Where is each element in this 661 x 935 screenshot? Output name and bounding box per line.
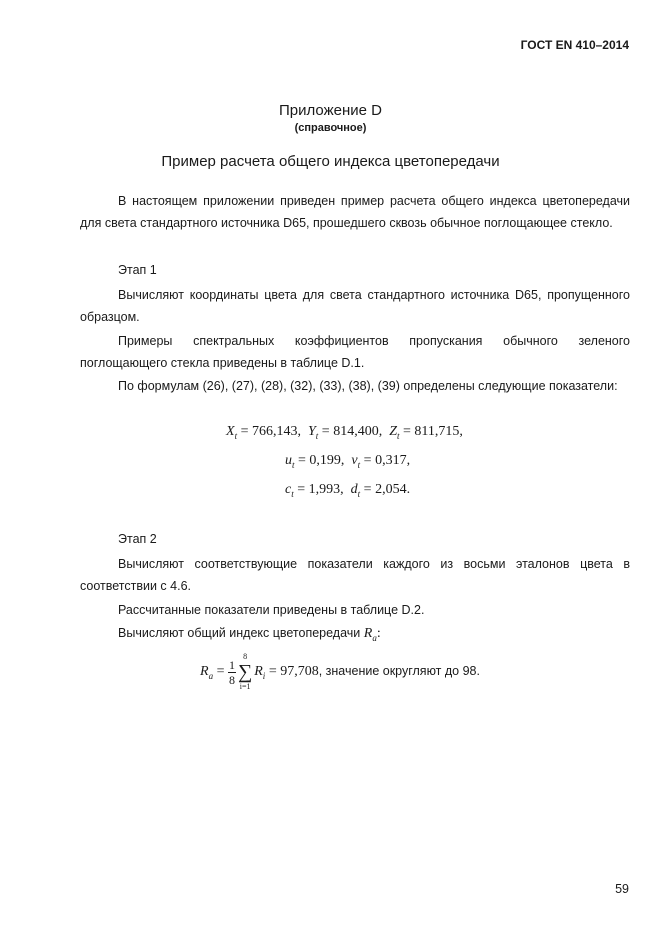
stage2-paragraph-3: Вычисляют общий индекс цветопередачи $R_a$: — [118, 626, 381, 643]
fraction — [228, 658, 236, 687]
formula-xyz: $X_t = 766,143$, $Y_t = 814,400$, $Z_t = 811,715$, — [226, 424, 463, 441]
fraction-denominator: 8 — [228, 672, 235, 687]
appendix-title: Приложение D — [279, 102, 382, 119]
value-ra: 97,708 — [280, 664, 319, 680]
document-header: ГОСТ EN 410–2014 — [520, 38, 629, 52]
value-u: 0,199 — [309, 453, 341, 468]
value-c: 1,993 — [308, 482, 341, 497]
stage2-paragraph-2: Рассчитанные показатели приведены в таблице D.2. — [118, 603, 425, 617]
stage1-paragraph-1: Вычисляют координаты цвета для света стандартного источника D65, пропущенного образцом. — [80, 288, 630, 324]
page-number: 59 — [615, 882, 629, 896]
stage1-paragraph-3: По формулам (26), (27), (28), (32), (33), (38), (39) определены следующие показатели: — [118, 379, 618, 393]
sigma-icon: ∑ — [237, 661, 253, 683]
sum-lower-limit: i=1 — [239, 682, 251, 691]
formula-ra: $R_a$ = $\frac{1}{8}$ 8 ∑ i=1 $R_i = 97,708$, значение округляют до 98. — [200, 652, 480, 691]
stage2-label: Этап 2 — [118, 532, 157, 546]
fraction-numerator: 1 — [228, 657, 235, 672]
summation — [238, 652, 252, 692]
value-v: 0,317 — [375, 453, 407, 468]
sum-upper-limit: 8 — [243, 652, 248, 661]
value-x: 766,143 — [251, 424, 298, 439]
appendix-kind: (справочное) — [294, 122, 367, 134]
stage2-paragraph-3-text: Вычисляют общий индекс цветопередачи — [118, 626, 361, 640]
stage1-paragraph-2: Примеры спектральных коэффициентов пропускания обычного зеленого поглощающего стекла приведены в таблице D.1. — [80, 334, 630, 370]
rounding-note: , значение округляют до 98. — [318, 664, 480, 679]
stage1-label: Этап 1 — [118, 263, 157, 277]
formula-cd: $c_t = 1,993$, $d_t = 2,054$. — [285, 482, 411, 499]
stage2-paragraph-1: Вычисляют соответствующие показатели каждого из восьми эталонов цвета в соответствии с 4.6. — [80, 557, 630, 593]
section-title: Пример расчета общего индекса цветопередачи — [161, 153, 500, 170]
value-y: 814,400 — [333, 424, 379, 439]
intro-paragraph: В настоящем приложении приведен пример расчета общего индекса цветопередачи для света стандартного источника D65, прошедшего сквозь обычное поглощающее стекло. — [80, 194, 630, 230]
formula-uv: $u_t = 0,199$, $v_t = 0,317$, — [285, 453, 411, 470]
value-z: 811,715 — [414, 424, 460, 439]
value-d: 2,054 — [375, 482, 407, 497]
